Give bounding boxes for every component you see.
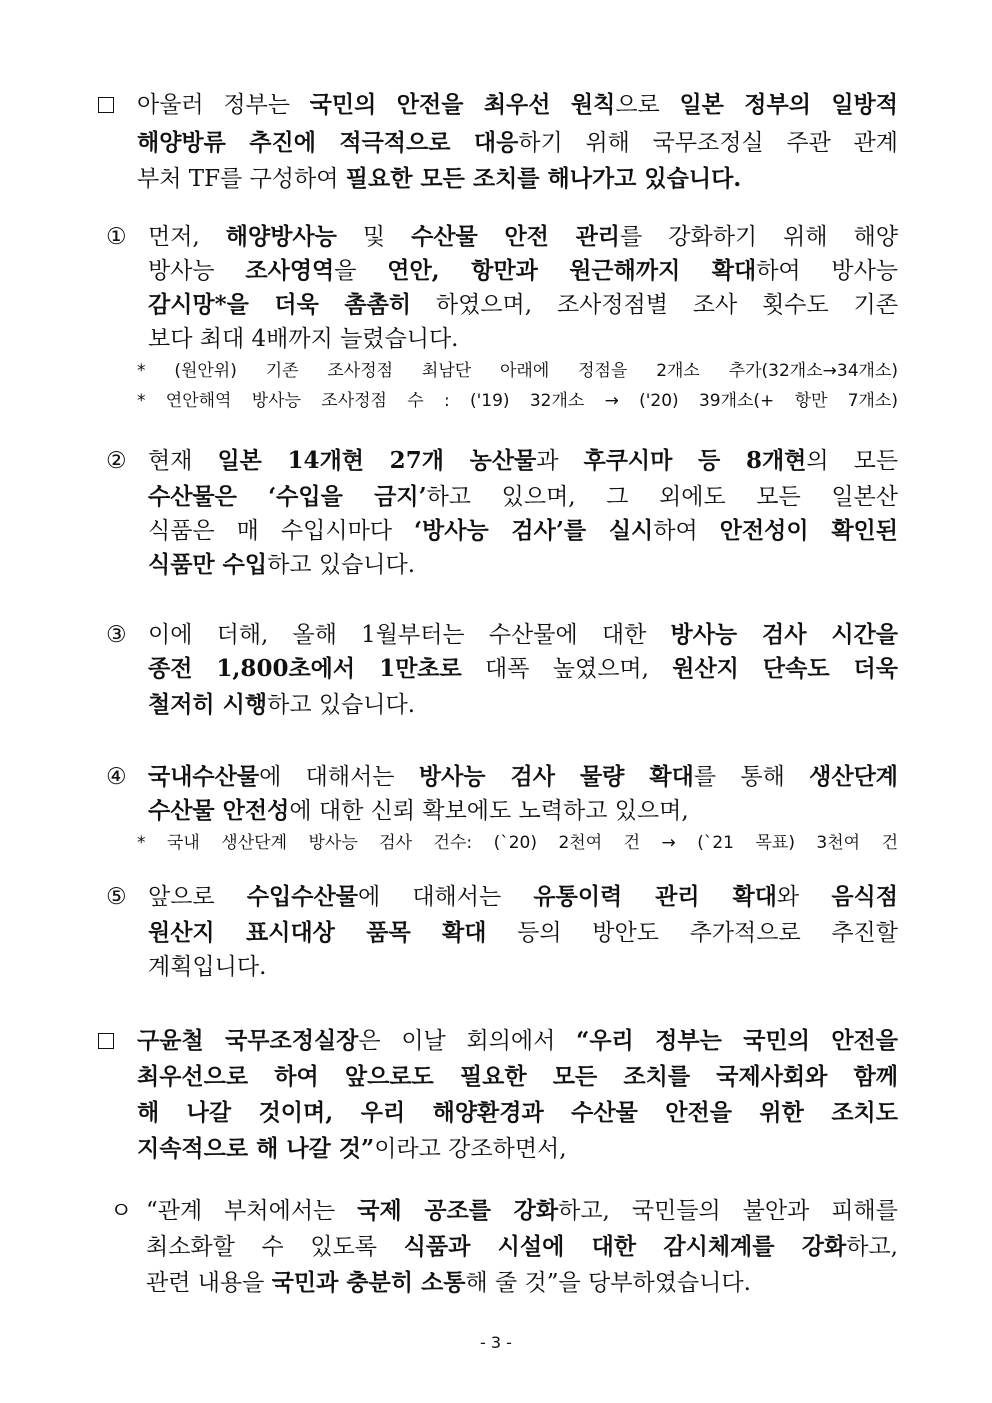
paragraph-line <box>146 1194 898 1228</box>
text-run: 를 강화하기 위해 해양 <box>620 224 899 250</box>
text-run: 먼저, <box>148 224 226 250</box>
text-run: 현재 <box>148 448 218 474</box>
emphasized-text: 구윤철 국무조정실장 <box>137 1027 359 1054</box>
paragraph-line <box>137 162 741 196</box>
text-run: 하였으며, 조사정점별 조사 횟수도 기존 <box>411 292 898 318</box>
paragraph-line <box>148 254 898 288</box>
footnote: * (원안위) 기존 조사정점 최남단 아래에 정점을 2개소 추가(32개소→34개소) <box>137 361 898 381</box>
paragraph-line <box>148 916 898 950</box>
footnote: * 국내 생산단계 방사능 검사 건수: (`20) 2천여 건 → (`21 목표) 3천여 건 <box>137 833 898 853</box>
text-run: 하고, <box>846 1234 898 1260</box>
text-run: 를 통해 <box>693 764 810 790</box>
paragraph-line <box>148 322 459 356</box>
footnote: * 연안해역 방사능 조사정점 수 : ('19) 32개소 → ('20) 39개소(+ 항만 7개소) <box>137 391 898 411</box>
emphasized-text: 음식점 <box>831 883 898 910</box>
emphasized-text: ‘방사능 검사’를 실시 <box>414 517 654 544</box>
text-run: “관계 부처에서는 <box>146 1198 358 1224</box>
emphasized-text: 국민의 안전을 최우선 원칙 <box>309 91 616 118</box>
paragraph-line <box>137 1096 898 1130</box>
text-run: 에 대한 신뢰 확보에도 노력하고 있으며, <box>289 798 689 824</box>
emphasized-text: “우리 정부는 국민의 안전을 <box>576 1027 898 1054</box>
emphasized-text: 최우선으로 하여 앞으로도 필요한 모든 조치를 국제사회와 함께 <box>137 1063 898 1090</box>
emphasized-text: 국내수산물 <box>148 763 260 790</box>
text-run: 의 모든 <box>806 448 899 474</box>
paragraph-line <box>148 548 415 582</box>
text-run: 관련 내용을 <box>146 1270 272 1296</box>
item-marker: ② <box>106 448 127 474</box>
emphasized-text: 식품만 수입 <box>148 551 268 578</box>
text-run: 및 <box>336 224 412 250</box>
paragraph-line <box>148 288 898 322</box>
paragraph-line <box>137 1132 567 1166</box>
emphasized-text: 수산물 안전 관리 <box>411 223 621 250</box>
text-run: 하고 있으며, 그 외에도 모든 일본산 <box>426 484 898 510</box>
emphasized-text: 감시망*을 더욱 촘촘히 <box>148 291 412 318</box>
paragraph-line <box>148 794 689 828</box>
emphasized-text: 식품과 시설에 대한 감시체계를 강화 <box>403 1233 847 1260</box>
paragraph-line <box>148 950 266 984</box>
emphasized-text: 안전성이 확인된 <box>719 517 898 544</box>
paragraph-line <box>137 1024 898 1058</box>
text-run: 부처 TF를 구성하여 <box>137 166 346 192</box>
emphasized-text: 생산단계 <box>809 763 899 790</box>
paragraph-line <box>148 480 898 514</box>
emphasized-text: 필요한 모든 조치를 해나가고 있습니다. <box>345 165 742 192</box>
emphasized-text: 일본 14개현 27개 농산물 <box>217 447 537 474</box>
emphasized-text: 해양방사능 <box>225 223 337 250</box>
text-run: 앞으로 <box>148 884 247 910</box>
emphasized-text: 후쿠시마 등 8개현 <box>583 447 807 474</box>
text-run: 방사능 <box>148 258 246 284</box>
item-marker: ③ <box>106 622 127 648</box>
emphasized-text: 일본 정부의 일방적 <box>679 91 898 118</box>
text-run: 와 <box>776 884 832 910</box>
paragraph-line <box>148 514 898 548</box>
emphasized-text: 연안, 항만과 원근해까지 확대 <box>387 257 757 284</box>
emphasized-text: 조사영역 <box>245 257 335 284</box>
item-marker: ① <box>106 224 127 250</box>
paragraph-line <box>148 688 415 722</box>
text-run: 이라고 강조하면서, <box>374 1136 567 1162</box>
text-run: 하고 있습니다. <box>267 692 416 718</box>
emphasized-text: 방사능 검사 물량 확대 <box>418 763 694 790</box>
text-run: 과 <box>536 448 584 474</box>
emphasized-text: 해 나갈 것이며, 우리 해양환경과 수산물 안전을 위한 조치도 <box>137 1099 898 1126</box>
paragraph-line <box>137 88 898 122</box>
emphasized-text: 종전 1,800초에서 1만초로 <box>148 655 462 682</box>
text-run: 대폭 높였으며, <box>461 656 673 682</box>
item-marker: ㅇ <box>110 1198 133 1224</box>
paragraph-line <box>146 1230 898 1264</box>
emphasized-text: 국제 공조를 강화 <box>357 1197 559 1224</box>
page-number: - 3 - <box>480 1333 512 1352</box>
emphasized-text: 원산지 표시대상 품목 확대 <box>148 919 487 946</box>
emphasized-text: 원산지 단속도 더욱 <box>672 655 898 682</box>
emphasized-text: 수입수산물 <box>246 883 358 910</box>
square-bullet-icon <box>98 97 114 113</box>
text-run: 등의 방안도 추가적으로 추진할 <box>486 920 898 946</box>
emphasized-text: 해양방류 추진에 적극적으로 대응 <box>137 129 519 156</box>
emphasized-text: 수산물 안전성 <box>148 797 290 824</box>
text-run: 하고, 국민들의 불안과 피해를 <box>558 1198 898 1224</box>
paragraph-line <box>148 220 898 254</box>
text-run: 하여 방사능 <box>756 258 899 284</box>
text-run: 을 <box>334 258 388 284</box>
paragraph-line <box>148 760 898 794</box>
paragraph-line <box>137 126 898 160</box>
text-run: 식품은 매 수입시마다 <box>148 518 415 544</box>
paragraph-line <box>148 880 898 914</box>
emphasized-text: 국민과 충분히 소통 <box>271 1269 466 1296</box>
paragraph-line <box>148 652 898 686</box>
text-run: 하여 <box>653 518 720 544</box>
text-run: 계획입니다. <box>148 954 267 980</box>
text-run: 에 대해서는 <box>357 884 534 910</box>
paragraph-line <box>137 1060 898 1094</box>
emphasized-text: 지속적으로 해 나갈 것” <box>137 1135 375 1162</box>
text-run: 이에 더해, 올해 1월부터는 수산물에 대한 <box>148 622 671 648</box>
text-run: 해 줄 것”을 당부하였습니다. <box>465 1270 751 1296</box>
text-run: 최소화할 수 있도록 <box>146 1234 404 1260</box>
paragraph-line <box>148 444 898 478</box>
emphasized-text: 방사능 검사 시간을 <box>670 621 898 648</box>
paragraph-line <box>146 1266 751 1300</box>
item-marker: ⑤ <box>106 884 127 910</box>
text-run: 아울러 정부는 <box>137 92 310 118</box>
text-run: 으로 <box>615 92 680 118</box>
paragraph-line <box>148 618 898 652</box>
emphasized-text: 수산물은 ‘수입을 금지’ <box>148 483 427 510</box>
emphasized-text: 유통이력 관리 확대 <box>533 883 777 910</box>
item-marker: ④ <box>106 764 127 790</box>
square-bullet-icon <box>98 1033 114 1049</box>
text-run: 에 대해서는 <box>259 764 419 790</box>
emphasized-text: 철저히 시행 <box>148 691 268 718</box>
text-run: 하고 있습니다. <box>267 552 416 578</box>
text-run: 하기 위해 국무조정실 주관 관계 <box>518 130 898 156</box>
text-run: 은 이날 회의에서 <box>358 1028 577 1054</box>
text-run: 보다 최대 4배까지 늘렸습니다. <box>148 326 459 352</box>
